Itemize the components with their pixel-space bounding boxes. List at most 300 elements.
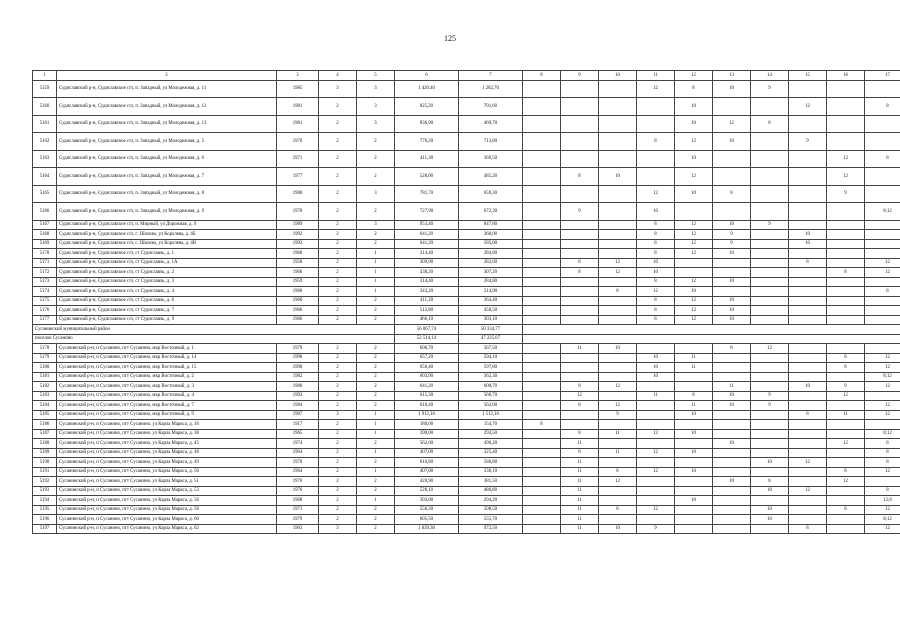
table-row bbox=[33, 133, 900, 151]
value-cell: 610,40 bbox=[395, 401, 459, 411]
address-cell: Судиславский р-н, Судиславское с/п, п. Западный, ул Молодежная, д. 7 bbox=[57, 168, 277, 186]
value-cell bbox=[865, 420, 900, 430]
value-cell bbox=[523, 150, 561, 168]
address-cell: Сусанинский р-н, п Сусанино, пгт Сусанино, ул Карла Маркса, д. 60 bbox=[57, 515, 277, 525]
value-cell: 8 bbox=[637, 230, 675, 240]
value-cell bbox=[561, 239, 599, 249]
table-row bbox=[33, 203, 900, 221]
value-cell bbox=[599, 239, 637, 249]
row-number-cell: 5176 bbox=[33, 306, 57, 316]
address-cell: Судиславский р-н, Судиславское с/п, п. Западный, ул Молодежная, д. 8 bbox=[57, 185, 277, 203]
value-cell: 567,50 bbox=[459, 344, 523, 354]
value-cell bbox=[751, 98, 789, 116]
value-cell bbox=[827, 458, 865, 468]
value-cell bbox=[561, 185, 599, 203]
column-number: 13 bbox=[713, 71, 751, 81]
value-cell bbox=[751, 268, 789, 278]
value-cell bbox=[713, 268, 751, 278]
value-cell: 1 512,10 bbox=[459, 410, 523, 420]
value-cell bbox=[599, 372, 637, 382]
value-cell: 1968 bbox=[277, 496, 319, 506]
value-cell: 10 bbox=[675, 429, 713, 439]
value-cell: 12 bbox=[789, 486, 827, 496]
value-cell: 781,70 bbox=[395, 185, 459, 203]
value-cell: 8 bbox=[789, 524, 827, 534]
value-cell: 284,80 bbox=[459, 277, 523, 287]
value-cell: 314,40 bbox=[395, 277, 459, 287]
value-cell bbox=[599, 80, 637, 98]
value-cell bbox=[637, 439, 675, 449]
value-cell: 12 bbox=[675, 239, 713, 249]
value-cell: 8 bbox=[713, 185, 751, 203]
value-cell bbox=[713, 258, 751, 268]
value-cell: 2 bbox=[319, 372, 357, 382]
row-number-cell: 5184 bbox=[33, 401, 57, 411]
value-cell: 1966 bbox=[277, 306, 319, 316]
value-cell: 11 bbox=[561, 477, 599, 487]
value-cell: 1977 bbox=[277, 168, 319, 186]
value-cell: 9 bbox=[827, 382, 865, 392]
value-cell: 2 bbox=[319, 185, 357, 203]
value-cell: 8 bbox=[637, 296, 675, 306]
table-row bbox=[33, 496, 900, 506]
table-row bbox=[33, 315, 900, 325]
value-cell bbox=[789, 287, 827, 297]
value-cell: 12 bbox=[827, 439, 865, 449]
value-cell: 284,80 bbox=[459, 249, 523, 259]
value-cell: 10 bbox=[675, 287, 713, 297]
value-cell: 12;8 bbox=[865, 496, 900, 506]
value-cell: 1 bbox=[357, 258, 395, 268]
table-row bbox=[33, 363, 900, 373]
value-cell: 657,20 bbox=[395, 353, 459, 363]
value-cell: 12 bbox=[675, 230, 713, 240]
value-cell bbox=[827, 230, 865, 240]
value-cell bbox=[637, 458, 675, 468]
value-cell: 390,00 bbox=[395, 429, 459, 439]
row-number-cell: 5181 bbox=[33, 372, 57, 382]
value-cell: 12 bbox=[865, 524, 900, 534]
value-cell: 555,70 bbox=[459, 515, 523, 525]
address-cell: Сусанинский р-н, п Сусанино, пгт Сусанино, мкр Восточный, д. 1 bbox=[57, 344, 277, 354]
value-cell: 180,00 bbox=[395, 420, 459, 430]
column-number: 7 bbox=[459, 71, 523, 81]
value-cell bbox=[751, 239, 789, 249]
value-cell: 11 bbox=[713, 382, 751, 392]
column-number: 14 bbox=[751, 71, 789, 81]
value-cell: 2 bbox=[319, 382, 357, 392]
value-cell: 8 bbox=[827, 363, 865, 373]
value-cell: 2 bbox=[357, 203, 395, 221]
value-cell bbox=[561, 133, 599, 151]
value-cell: 1959 bbox=[277, 277, 319, 287]
value-cell: 8 bbox=[561, 448, 599, 458]
value-cell bbox=[523, 372, 561, 382]
value-cell bbox=[561, 315, 599, 325]
value-cell bbox=[599, 458, 637, 468]
value-cell bbox=[751, 496, 789, 506]
value-cell: 10 bbox=[713, 391, 751, 401]
value-cell: 486,80 bbox=[459, 486, 523, 496]
value-cell: 9 bbox=[637, 524, 675, 534]
value-cell: 1981 bbox=[277, 115, 319, 133]
address-cell: Сусанинский р-н, п Сусанино, пгт Сусанино, мкр Восточный, д. 3 bbox=[57, 382, 277, 392]
value-cell: 2 bbox=[319, 220, 357, 230]
value-cell: 12 bbox=[675, 220, 713, 230]
value-cell: 8 bbox=[561, 168, 599, 186]
column-number: 12 bbox=[675, 71, 713, 81]
row-number-cell: 5177 bbox=[33, 315, 57, 325]
value-cell: 10 bbox=[751, 505, 789, 515]
value-cell bbox=[713, 363, 751, 373]
address-cell: Сусанинский р-н, п Сусанино, пгт Сусанино, ул Карла Маркса, д. 62 bbox=[57, 524, 277, 534]
value-cell: 3 bbox=[319, 524, 357, 534]
housing-register-table bbox=[32, 70, 900, 534]
value-cell: 12 bbox=[789, 98, 827, 116]
value-cell: 12 bbox=[675, 306, 713, 316]
value-cell: 8 bbox=[637, 315, 675, 325]
value-cell: 411,30 bbox=[395, 150, 459, 168]
value-cell: 1960 bbox=[277, 296, 319, 306]
page-number: 125 bbox=[444, 34, 456, 43]
column-number-row bbox=[33, 71, 900, 81]
value-cell: 2 bbox=[319, 353, 357, 363]
address-cell: Судиславский р-н, Судиславское с/п, п. Западный, ул Молодежная, д. 11 bbox=[57, 80, 277, 98]
value-cell: 466,10 bbox=[395, 315, 459, 325]
value-cell: 411,20 bbox=[395, 296, 459, 306]
value-cell bbox=[637, 486, 675, 496]
column-number: 6 bbox=[395, 71, 459, 81]
value-cell: 8 bbox=[865, 458, 900, 468]
column-number: 1 bbox=[33, 71, 57, 81]
value-cell bbox=[865, 168, 900, 186]
value-cell bbox=[675, 515, 713, 525]
row-number-cell: 5195 bbox=[33, 505, 57, 515]
address-cell: Судиславский р-н, Судиславское с/п, ст Судиславль, д. 4 bbox=[57, 287, 277, 297]
table-row bbox=[33, 230, 900, 240]
row-number-cell: 5180 bbox=[33, 363, 57, 373]
value-cell bbox=[789, 515, 827, 525]
value-cell bbox=[523, 258, 561, 268]
value-cell: 2 bbox=[319, 239, 357, 249]
value-cell: 10 bbox=[713, 477, 751, 487]
value-cell bbox=[713, 150, 751, 168]
value-cell bbox=[789, 315, 827, 325]
value-cell: 10 bbox=[713, 296, 751, 306]
value-cell: 12 bbox=[599, 382, 637, 392]
value-cell bbox=[865, 115, 900, 133]
value-cell: 12 bbox=[865, 258, 900, 268]
value-cell bbox=[789, 80, 827, 98]
section-empty-cell bbox=[523, 334, 900, 344]
value-cell: 8 bbox=[637, 220, 675, 230]
row-number-cell: 5179 bbox=[33, 353, 57, 363]
value-cell bbox=[561, 363, 599, 373]
value-cell bbox=[599, 363, 637, 373]
address-cell: Сусанинский р-н, п Сусанино, пгт Сусанино, ул Карла Маркса, д. 16 bbox=[57, 420, 277, 430]
address-cell: Сусанинский р-н, п Сусанино, пгт Сусанино, ул Карла Маркса, д. 58 bbox=[57, 505, 277, 515]
value-cell: 314,40 bbox=[395, 249, 459, 259]
address-cell: Судиславский р-н, Судиславское с/п, ст Судиславль, д. 9 bbox=[57, 315, 277, 325]
value-cell: 586,80 bbox=[459, 458, 523, 468]
value-cell: 1985 bbox=[277, 80, 319, 98]
value-cell: 10 bbox=[789, 239, 827, 249]
value-cell: 3 bbox=[357, 220, 395, 230]
value-cell: 8 bbox=[561, 268, 599, 278]
value-cell: 343,20 bbox=[395, 287, 459, 297]
value-cell: 656,40 bbox=[395, 363, 459, 373]
value-cell: 12 bbox=[599, 477, 637, 487]
value-cell: 10 bbox=[675, 496, 713, 506]
value-cell: 11 bbox=[675, 401, 713, 411]
value-cell: 3 bbox=[357, 98, 395, 116]
value-cell: 9 bbox=[599, 410, 637, 420]
value-cell: 1998 bbox=[277, 363, 319, 373]
value-cell bbox=[599, 185, 637, 203]
table-row bbox=[33, 458, 900, 468]
value-cell: 11 bbox=[599, 448, 637, 458]
value-cell: 10 bbox=[713, 306, 751, 316]
value-cell: 9 bbox=[751, 80, 789, 98]
value-cell: 10 bbox=[599, 524, 637, 534]
value-cell: 2 bbox=[357, 315, 395, 325]
value-cell bbox=[675, 477, 713, 487]
value-cell bbox=[865, 306, 900, 316]
value-cell bbox=[523, 401, 561, 411]
address-cell: Сусанинский р-н, п Сусанино, пгт Сусанино, ул Карла Маркса, д. 51 bbox=[57, 477, 277, 487]
value-cell bbox=[751, 410, 789, 420]
table-row bbox=[33, 401, 900, 411]
value-cell: 9 bbox=[789, 133, 827, 151]
value-cell: 528,00 bbox=[395, 168, 459, 186]
row-number-cell: 5169 bbox=[33, 239, 57, 249]
table-row bbox=[33, 168, 900, 186]
value-cell: 2 bbox=[319, 306, 357, 316]
value-cell bbox=[789, 344, 827, 354]
value-cell: 2 bbox=[319, 486, 357, 496]
table-row bbox=[33, 344, 900, 354]
value-cell bbox=[523, 382, 561, 392]
value-cell: 2 bbox=[319, 133, 357, 151]
value-cell bbox=[713, 372, 751, 382]
value-cell: 8 bbox=[599, 287, 637, 297]
value-cell: 2 bbox=[319, 98, 357, 116]
value-cell: 713,80 bbox=[459, 133, 523, 151]
value-cell bbox=[751, 296, 789, 306]
value-cell: 8 bbox=[561, 382, 599, 392]
value-cell: 1 bbox=[357, 268, 395, 278]
value-cell: 2 bbox=[357, 401, 395, 411]
table-row bbox=[33, 524, 900, 534]
value-cell bbox=[523, 353, 561, 363]
value-cell bbox=[713, 203, 751, 221]
table-row bbox=[33, 448, 900, 458]
value-cell bbox=[599, 496, 637, 506]
row-number-cell: 5162 bbox=[33, 133, 57, 151]
value-cell: 8 bbox=[637, 277, 675, 287]
value-cell bbox=[675, 344, 713, 354]
address-cell: Судиславский р-н, Судиславское с/п, ст Судиславль, д. 1 bbox=[57, 249, 277, 259]
value-cell: 1992 bbox=[277, 239, 319, 249]
value-cell: 1979 bbox=[277, 515, 319, 525]
value-cell bbox=[751, 277, 789, 287]
value-cell bbox=[751, 168, 789, 186]
value-cell: 12 bbox=[865, 505, 900, 515]
value-cell: 1978 bbox=[277, 203, 319, 221]
value-cell bbox=[561, 372, 599, 382]
value-cell: 701,60 bbox=[459, 98, 523, 116]
value-cell: 469,70 bbox=[459, 115, 523, 133]
value-cell: 8 bbox=[751, 477, 789, 487]
value-cell: 307,20 bbox=[459, 268, 523, 278]
value-cell: 2 bbox=[319, 439, 357, 449]
value-cell: 369,50 bbox=[459, 150, 523, 168]
value-cell: 528,10 bbox=[395, 486, 459, 496]
value-cell: 8 bbox=[827, 505, 865, 515]
value-cell: 8 bbox=[751, 115, 789, 133]
value-cell: 154,70 bbox=[459, 420, 523, 430]
value-cell: 12 bbox=[827, 150, 865, 168]
value-cell bbox=[865, 391, 900, 401]
value-cell bbox=[523, 277, 561, 287]
value-cell: 9 bbox=[751, 401, 789, 411]
value-cell bbox=[599, 439, 637, 449]
row-number-cell: 5173 bbox=[33, 277, 57, 287]
value-cell bbox=[751, 258, 789, 268]
row-number-cell: 5185 bbox=[33, 410, 57, 420]
value-cell: 512,80 bbox=[395, 306, 459, 316]
value-cell: 2 bbox=[319, 363, 357, 373]
value-cell: 594,10 bbox=[459, 353, 523, 363]
value-cell: 12 bbox=[827, 391, 865, 401]
value-cell: 12 bbox=[865, 382, 900, 392]
table-row bbox=[33, 249, 900, 259]
value-cell: 605,50 bbox=[395, 515, 459, 525]
value-cell: 12 bbox=[675, 133, 713, 151]
value-cell: 10 bbox=[675, 448, 713, 458]
value-cell: 2 bbox=[319, 230, 357, 240]
row-number-cell: 5186 bbox=[33, 420, 57, 430]
table-row bbox=[33, 185, 900, 203]
value-cell bbox=[637, 496, 675, 506]
value-cell bbox=[561, 249, 599, 259]
value-cell bbox=[675, 458, 713, 468]
column-number: 16 bbox=[827, 71, 865, 81]
value-cell: 11 bbox=[827, 410, 865, 420]
table-row bbox=[33, 258, 900, 268]
value-cell: 615,30 bbox=[395, 391, 459, 401]
value-cell bbox=[599, 203, 637, 221]
table-row bbox=[33, 429, 900, 439]
row-number-cell: 5187 bbox=[33, 429, 57, 439]
table-row bbox=[33, 239, 900, 249]
value-cell bbox=[865, 185, 900, 203]
value-cell: 485,20 bbox=[459, 168, 523, 186]
value-cell bbox=[827, 277, 865, 287]
section-empty-cell bbox=[523, 325, 900, 335]
table-row bbox=[33, 477, 900, 487]
value-cell bbox=[865, 80, 900, 98]
value-cell bbox=[599, 420, 637, 430]
value-cell bbox=[523, 80, 561, 98]
address-cell: Судиславский р-н, Судиславское с/п, п. Западный, ул Молодежная, д. 6 bbox=[57, 150, 277, 168]
value-cell: 12 bbox=[637, 467, 675, 477]
value-cell: 566,70 bbox=[459, 391, 523, 401]
value-cell bbox=[523, 168, 561, 186]
value-cell: 603,90 bbox=[395, 372, 459, 382]
value-cell: 3 bbox=[357, 115, 395, 133]
column-number: 2 bbox=[57, 71, 277, 81]
value-cell bbox=[827, 486, 865, 496]
value-cell: 2 bbox=[357, 391, 395, 401]
value-cell: 2 bbox=[319, 268, 357, 278]
value-cell: 2 bbox=[319, 203, 357, 221]
value-cell: 8 bbox=[827, 467, 865, 477]
section-area-living: 47 225,67 bbox=[459, 334, 523, 344]
address-cell: Сусанинский р-н, п Сусанино, пгт Сусанино, мкр Восточный, д. 4 bbox=[57, 391, 277, 401]
value-cell bbox=[751, 363, 789, 373]
value-cell: 407,00 bbox=[395, 448, 459, 458]
address-cell: Судиславский р-н, Судиславское с/п, ст Судиславль, д. 6 bbox=[57, 296, 277, 306]
row-number-cell: 5190 bbox=[33, 458, 57, 468]
value-cell: 2 bbox=[357, 230, 395, 240]
value-cell: 12 bbox=[637, 448, 675, 458]
value-cell: 2 bbox=[319, 249, 357, 259]
value-cell bbox=[789, 372, 827, 382]
value-cell: 381,50 bbox=[459, 477, 523, 487]
value-cell: 2 bbox=[357, 150, 395, 168]
value-cell bbox=[523, 185, 561, 203]
value-cell: 641,20 bbox=[395, 230, 459, 240]
value-cell: 727,90 bbox=[395, 203, 459, 221]
value-cell: 8 bbox=[865, 439, 900, 449]
value-cell bbox=[827, 448, 865, 458]
section-area-total: 56 067,74 bbox=[395, 325, 459, 335]
value-cell bbox=[865, 220, 900, 230]
value-cell bbox=[827, 429, 865, 439]
value-cell: 2 bbox=[319, 477, 357, 487]
value-cell: 11 bbox=[675, 353, 713, 363]
value-cell bbox=[599, 391, 637, 401]
value-cell: 3 bbox=[357, 80, 395, 98]
value-cell: 10 bbox=[751, 458, 789, 468]
value-cell bbox=[827, 115, 865, 133]
value-cell: 294,20 bbox=[459, 496, 523, 506]
value-cell bbox=[599, 115, 637, 133]
table-row bbox=[33, 410, 900, 420]
value-cell: 1965 bbox=[277, 429, 319, 439]
value-cell: 11 bbox=[561, 439, 599, 449]
value-cell bbox=[523, 296, 561, 306]
value-cell bbox=[751, 230, 789, 240]
value-cell bbox=[561, 306, 599, 316]
value-cell: 11 bbox=[561, 496, 599, 506]
value-cell: 8 bbox=[865, 287, 900, 297]
value-cell bbox=[675, 505, 713, 515]
value-cell bbox=[599, 353, 637, 363]
value-cell: 2 bbox=[357, 344, 395, 354]
value-cell bbox=[675, 258, 713, 268]
value-cell bbox=[865, 133, 900, 151]
table-row bbox=[33, 277, 900, 287]
value-cell: 11 bbox=[637, 391, 675, 401]
value-cell bbox=[827, 249, 865, 259]
value-cell: 1982 bbox=[277, 372, 319, 382]
value-cell bbox=[523, 115, 561, 133]
value-cell: 362,30 bbox=[459, 372, 523, 382]
value-cell bbox=[827, 524, 865, 534]
value-cell: 953,40 bbox=[395, 220, 459, 230]
